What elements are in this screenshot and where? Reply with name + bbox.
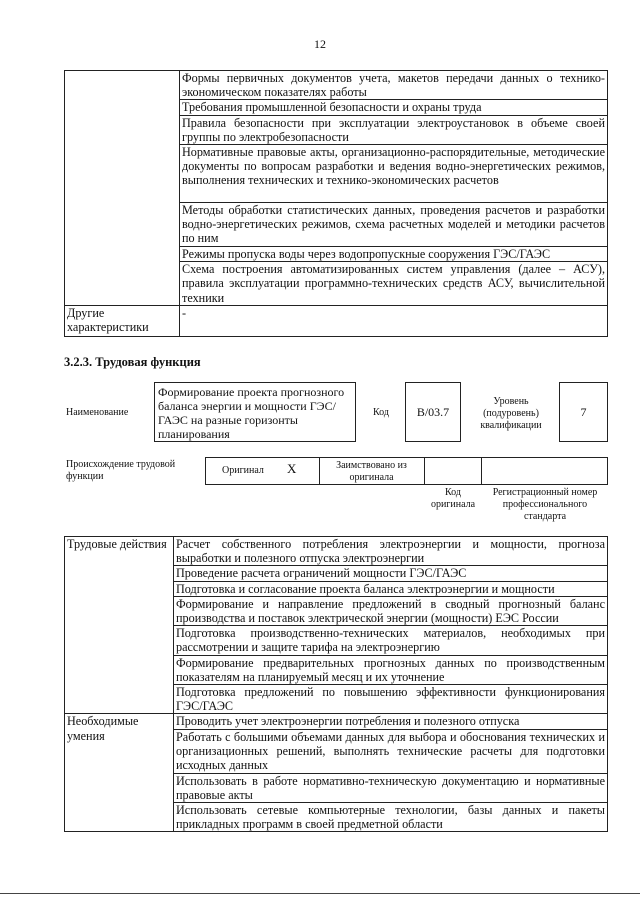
original-mark: X — [287, 461, 297, 476]
knowledge-row: Режимы пропуска воды через водопропускные сооружения ГЭС/ГАЭС — [180, 247, 608, 262]
action-row: Подготовка предложений по повышению эффективности функционирования ГЭС/ГАЭС — [174, 685, 608, 714]
skill-row: Работать с большими объемами данных для выбора и обоснования технических и организационных решений, выполнять технические расчеты для подготовки исходных данных — [174, 729, 608, 773]
origin-divider — [424, 457, 425, 485]
action-row: Подготовка и согласование проекта баланса электроэнергии и мощности — [174, 581, 608, 596]
other-characteristics-value: - — [180, 306, 608, 337]
borrowed-label: Заимствовано из оригинала — [336, 460, 407, 483]
code-label: Код — [373, 407, 389, 418]
level-value-box: 7 — [559, 382, 608, 442]
knowledge-row: Схема построения автоматизированных систем управления (далее – АСУ), правила эксплуатации программно-технических средств АСУ, вычислительной техники — [180, 262, 608, 306]
action-row: Расчет собственного потребления электроэнергии и мощности, прогноза выработки и полезного отпуска электроэнергии — [174, 537, 608, 566]
skill-row: Использовать сетевые компьютерные технологии, базы данных и пакеты прикладных программ в своей предметной области — [174, 803, 608, 832]
other-characteristics-label: Другие характеристики — [65, 306, 180, 337]
original-label: Оригинал — [222, 465, 264, 476]
knowledge-row: Нормативные правовые акты, организационно-распорядительные, методические документы по вопросам разработки и ведения водно-энергетических режимов, выполнения технических и технико-экономических расчетов — [180, 145, 608, 203]
code-original-caption: Код оригинала — [430, 487, 476, 510]
scan-edge — [0, 893, 640, 894]
function-code-box: B/03.7 — [405, 382, 461, 442]
action-row: Проведение расчета ограничений мощности ГЭС/ГАЭС — [174, 566, 608, 581]
reg-number-caption: Регистрационный номер профессионального стандарта — [492, 487, 598, 522]
actions-label: Трудовые действия — [65, 537, 174, 714]
level-label: Уровень (подуровень) квалификации — [480, 396, 542, 431]
origin-divider — [481, 457, 482, 485]
knowledge-table — [64, 70, 608, 337]
knowledge-label-cell — [65, 71, 180, 306]
knowledge-row: Требования промышленной безопасности и охраны труда — [180, 100, 608, 115]
skill-row: Проводить учет электроэнергии потребления и полезного отпуска — [174, 714, 608, 729]
actions-table — [64, 536, 608, 832]
action-row: Подготовка производственно-технических материалов, необходимых при рассмотрении и защите тарифа на электроэнергию — [174, 626, 608, 655]
section-title: 3.2.3. Трудовая функция — [64, 355, 201, 369]
page-number: 12 — [314, 37, 326, 51]
origin-divider — [319, 457, 320, 485]
action-row: Формирование предварительных прогнозных данных по производственным показателям на планируемый месяц и их уточнение — [174, 655, 608, 684]
skill-row: Использовать в работе нормативно-техническую документацию и нормативные правовые акты — [174, 773, 608, 802]
name-label: Наименование — [66, 407, 129, 418]
knowledge-row: Формы первичных документов учета, макетов передачи данных о технико-экономическом показателях работы — [180, 71, 608, 100]
origin-label: Происхождение трудовой функции — [66, 459, 176, 482]
action-row: Формирование и направление предложений в сводный прогнозный баланс производства и поставок электрической энергии (мощности) ЕЭС России — [174, 596, 608, 625]
knowledge-row: Методы обработки статистических данных, проведения расчетов и разработки водно-энергетических режимов, схема расчетных моделей и методики расчетов по ним — [180, 203, 608, 247]
knowledge-row: Правила безопасности при эксплуатации электроустановок в объеме своей группы по электробезопасности — [180, 115, 608, 144]
skills-label: Необходимые умения — [65, 714, 174, 832]
function-name-box: Формирование проекта прогнозного баланса энергии и мощности ГЭС/ГАЭС на разные горизонты планирования — [154, 382, 356, 442]
